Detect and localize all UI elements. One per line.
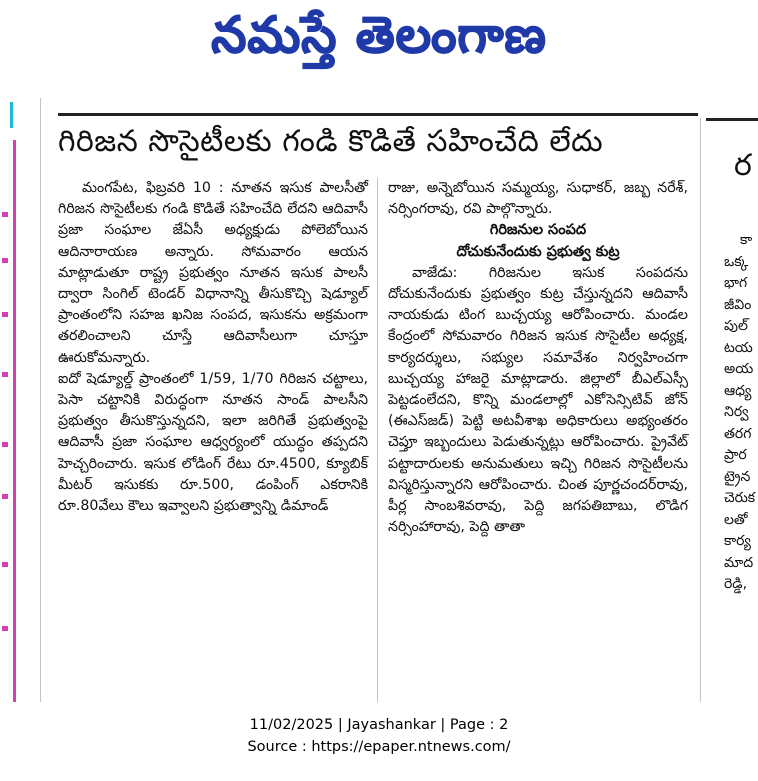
edition-info: 11/02/2025 | Jayashankar | Page : 2 bbox=[249, 717, 509, 733]
subheading: దోచుకునేందుకు ప్రభుత్వ కుట్ర bbox=[456, 243, 620, 260]
article-headline: గిరిజన సొసైటీలకు గండి కొడితే సహించేది లేదు bbox=[58, 124, 604, 159]
adjacent-line: మాద bbox=[724, 554, 754, 571]
source-footer bbox=[0, 714, 758, 758]
adjacent-line: లతో bbox=[724, 511, 748, 528]
column-divider bbox=[377, 178, 378, 702]
newspaper-clipping bbox=[0, 98, 758, 702]
article-column-2 bbox=[388, 178, 688, 538]
adjacent-line: భాగ bbox=[724, 275, 748, 291]
left-adjacent-strip bbox=[0, 140, 16, 702]
adjacent-line: కార్య bbox=[724, 533, 751, 549]
adjacent-headline-rule bbox=[706, 118, 758, 121]
adjacent-line: టయ bbox=[724, 339, 753, 356]
adjacent-line: ప్రార bbox=[724, 447, 747, 463]
column-divider bbox=[700, 118, 701, 702]
article-column-1 bbox=[58, 178, 368, 517]
paragraph: రాజు, అన్నెబోయిన సమ్మయ్య, సుధాకర్, జబ్బ నరేశ్, నర్సింగరావు, రవి పాల్గొన్నారు. bbox=[388, 180, 688, 218]
paragraph: వాజేడు: గిరిజనుల ఇసుక సంపదను దోచుకునేందుకు ప్రభుత్వం కుట్ర చేస్తున్నదని ఆదివాసీ నాయకుడు టింగ బుచ్చయ్య ఆరోపించారు. మండల కేంద్రంలో సోమవారం గిరిజన ఇసుక సొసైటీల అధ్యక్ష, కార్యదర్శులు, సభ్యుల సమావేశం నిర్వహించగా బుచ్చయ్య హాజరై మాట్లాడారు. జిల్లాలో బీఎల్ఎస్సీ పెట్టడంలేదని, కొన్ని మండలాల్లో ఎకోసెన్సిటివ్ జోన్ (ఈఎస్‌జడ్) పెట్టి అటవీశాఖ అధికారులు అభ్యంతరం చెప్తూ ఇబ్బందులు పెడుతున్నట్లు ఆరోపించారు. ప్రైవేట్ పట్టాదారులకు అనుమతులు ఇచ్చి గిరిజన సొసైటీలను విస్మరిస్తున్నారని ఆరోపించారు. చింత పూర్ణచందర్‌రావు, పీర్ల సాంబశివరావు, పెద్ది జగపతిబాబు, లొడిగ నర్సింహారావు, పెద్ది తాతా bbox=[388, 264, 688, 536]
adjacent-line: కా bbox=[740, 232, 753, 248]
left-cyan-rule bbox=[10, 102, 13, 128]
adjacent-line: నిర్వ bbox=[724, 404, 749, 420]
subheading: గిరిజనుల సంపద bbox=[489, 222, 587, 239]
masthead-title: నమస్తే తెలంగాణ bbox=[211, 5, 547, 64]
adjacent-line: ఒక్క bbox=[724, 253, 749, 270]
adjacent-body bbox=[724, 230, 755, 596]
source-link[interactable]: Source : https://epaper.ntnews.com/ bbox=[247, 739, 511, 755]
adjacent-line: అయ bbox=[724, 361, 754, 377]
paragraph: ఐదో షెడ్యూల్డ్ ప్రాంతంలో 1/59, 1/70 గిరిజన చట్టాలు, పెసా చట్టానికి విరుద్ధంగా నూతన సాండ్ పాలసీని ప్రభుత్వం తీసుకొస్తున్నదని, ఇలా జరిగితే ప్రభుత్వంపై ఆదివాసీ ప్రజా సంఘాల ఆధ్వర్యంలో యుద్ధం తప్పదని హెచ్చరించారు. ఇసుక లోడింగ్ రేటు రూ.4500, క్యూబిక్ మీటర్ ఇసుకకు రూ.500, డంపింగ్ ఎకరానికి రూ.80వేలు కౌలు ఇవ్వాలని ప్రభుత్వాన్ని డిమాండ్ bbox=[58, 370, 368, 515]
adjacent-line: రెడ్డి, bbox=[724, 576, 748, 592]
adjacent-line: తరగ bbox=[724, 425, 752, 442]
adjacent-line: పుల్ bbox=[724, 318, 748, 334]
adjacent-line: ఆధ్య bbox=[724, 382, 752, 399]
adjacent-line: చెరుక bbox=[724, 490, 756, 506]
adjacent-line: ట్రైన bbox=[724, 468, 751, 485]
paragraph: మంగపేట, ఫిబ్రవరి 10 : నూతన ఇసుక పాలసీతో గిరిజన సొసైటీలకు గండి కొడితే సహించేది లేదని ఆదివాసీ ప్రజా సంఘాల జేఏసీ అధ్యక్షుడు పోలెబోయిన ఆదినారాయణ అన్నారు. సోమవారం ఆయన మాట్లాడుతూ రాష్ట్ర ప్రభుత్వం నూతన ఇసుక పాలసీ ద్వారా సింగిల్ టెండర్ విధానాన్ని తీసుకొచ్చి షెడ్యూల్ ప్రాంతంలోని సహజ ఖనిజ సంపద, ఇసుకను అక్రమంగా తరలించాలని చూస్తే ఆదివాసీలుగా చూస్తూ ఊరుకోమన్నారు. bbox=[58, 180, 368, 366]
adjacent-line: జీవిం bbox=[724, 296, 752, 313]
headline-rule bbox=[58, 113, 698, 116]
adjacent-article bbox=[706, 118, 758, 698]
column-divider bbox=[40, 98, 41, 702]
adjacent-headline: ర bbox=[734, 148, 752, 183]
newspaper-masthead bbox=[0, 0, 758, 82]
